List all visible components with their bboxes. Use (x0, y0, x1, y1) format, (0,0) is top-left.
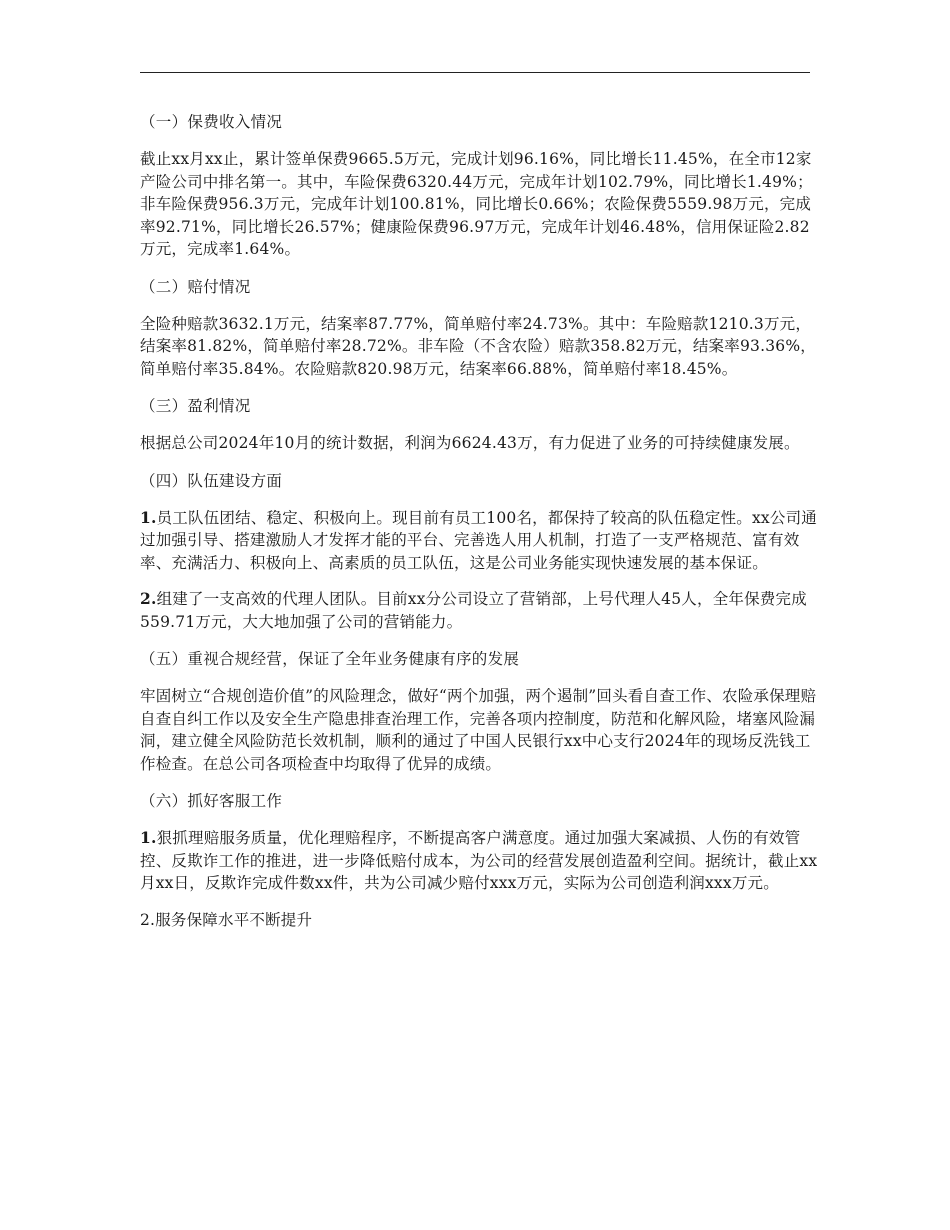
list-number: 2. (140, 589, 157, 608)
paragraph-text: 2.服务保障水平不断提升 (140, 910, 313, 929)
section-heading-compliance: （五）重视合规经营，保证了全年业务健康有序的发展 (140, 650, 520, 668)
section-heading-profit: （三）盈利情况 (140, 397, 251, 415)
header-rule (140, 72, 810, 73)
paragraph-claims (140, 313, 822, 381)
section-heading-team: （四）队伍建设方面 (140, 471, 283, 490)
document-body (140, 110, 822, 945)
paragraph-service-level (140, 909, 822, 932)
paragraph-text: 狠抓理赔服务质量，优化理赔程序，不断提高客户满意度。通过加强大案减损、人伤的有效管控、反欺诈工作的推进，进一步降低赔付成本，为公司的经营发展创造盈利空间。据统计，截止xx月xx日，反欺诈完成件数xx件，共为公司减少赔付xxx万元，实际为公司创造利润xxx万元。 (140, 829, 818, 892)
paragraph-text: 员工队伍团结、稳定、积极向上。现目前有员工100名，都保持了较高的队伍稳定性。xx公司通过加强引导、搭建激励人才发挥才能的平台、完善选人用人机制，打造了一支严格规范、富有效率、充满活力、积极向上、高素质的员工队伍，这是公司业务能实现快速发展的基本保证。 (140, 508, 817, 572)
paragraph-text: 截止xx月xx止，累计签单保费9665.5万元，完成计划96.16%，同比增长11.45%，在全市12家产险公司中排名第一。其中，车险保费6320.44万元，完成年计划102.79%，同比增长1.49%；非车险保费956.3万元，完成年计划100.81%，同比增长0.66%；农险保费5559.98万元，完成率92.71%，同比增长26.57%；健康险保费96.97万元，完成年计划46.48%，信用保证险2.82万元，完成率1.64%。 (140, 150, 813, 258)
section-heading-premium: （一）保费收入情况 (140, 113, 283, 131)
paragraph-profit (140, 432, 822, 455)
paragraph-text: 牢固树立“合规创造价值”的风险理念，做好“两个加强，两个遏制”回头看自查工作、农险承保理赔自查自纠工作以及安全生产隐患排查治理工作，完善各项内控制度，防范和化解风险，堵塞风险漏洞，建立健全风险防范长效机制，顺利的通过了中国人民银行xx中心支行2024年的现场反洗钱工作检查。在总公司各项检查中均取得了优异的成绩。 (140, 687, 817, 773)
list-number: 1. (140, 507, 157, 527)
paragraph-text: 组建了一支高效的代理人团队。目前xx分公司设立了营销部，上号代理人45人，全年保费完成559.71万元，大大地加强了公司的营销能力。 (140, 590, 807, 631)
section-heading-customer-service: （六）抓好客服工作 (140, 792, 283, 810)
paragraph-compliance (140, 685, 822, 775)
list-number: 1. (140, 828, 157, 847)
section-heading-claims: （二）赔付情况 (140, 277, 251, 296)
paragraph-team-agents (140, 588, 822, 633)
paragraph-team-staff (140, 507, 822, 575)
paragraph-text: 根据总公司2024年10月的统计数据，利润为6624.43万，有力促进了业务的可持续健康发展。 (140, 434, 800, 452)
paragraph-premium (140, 148, 822, 261)
paragraph-text: 全险种赔款3632.1万元，结案率87.77%，简单赔付率24.73%。其中：车险赔款1210.3万元，结案率81.82%，简单赔付率28.72%。非车险（不含农险）赔款358.82万元，结案率93.36%，简单赔付率35.84%。农险赔款820.98万元，结案率66.88%，简单赔付率18.45%。 (140, 314, 816, 378)
paragraph-claims-service (140, 827, 822, 895)
